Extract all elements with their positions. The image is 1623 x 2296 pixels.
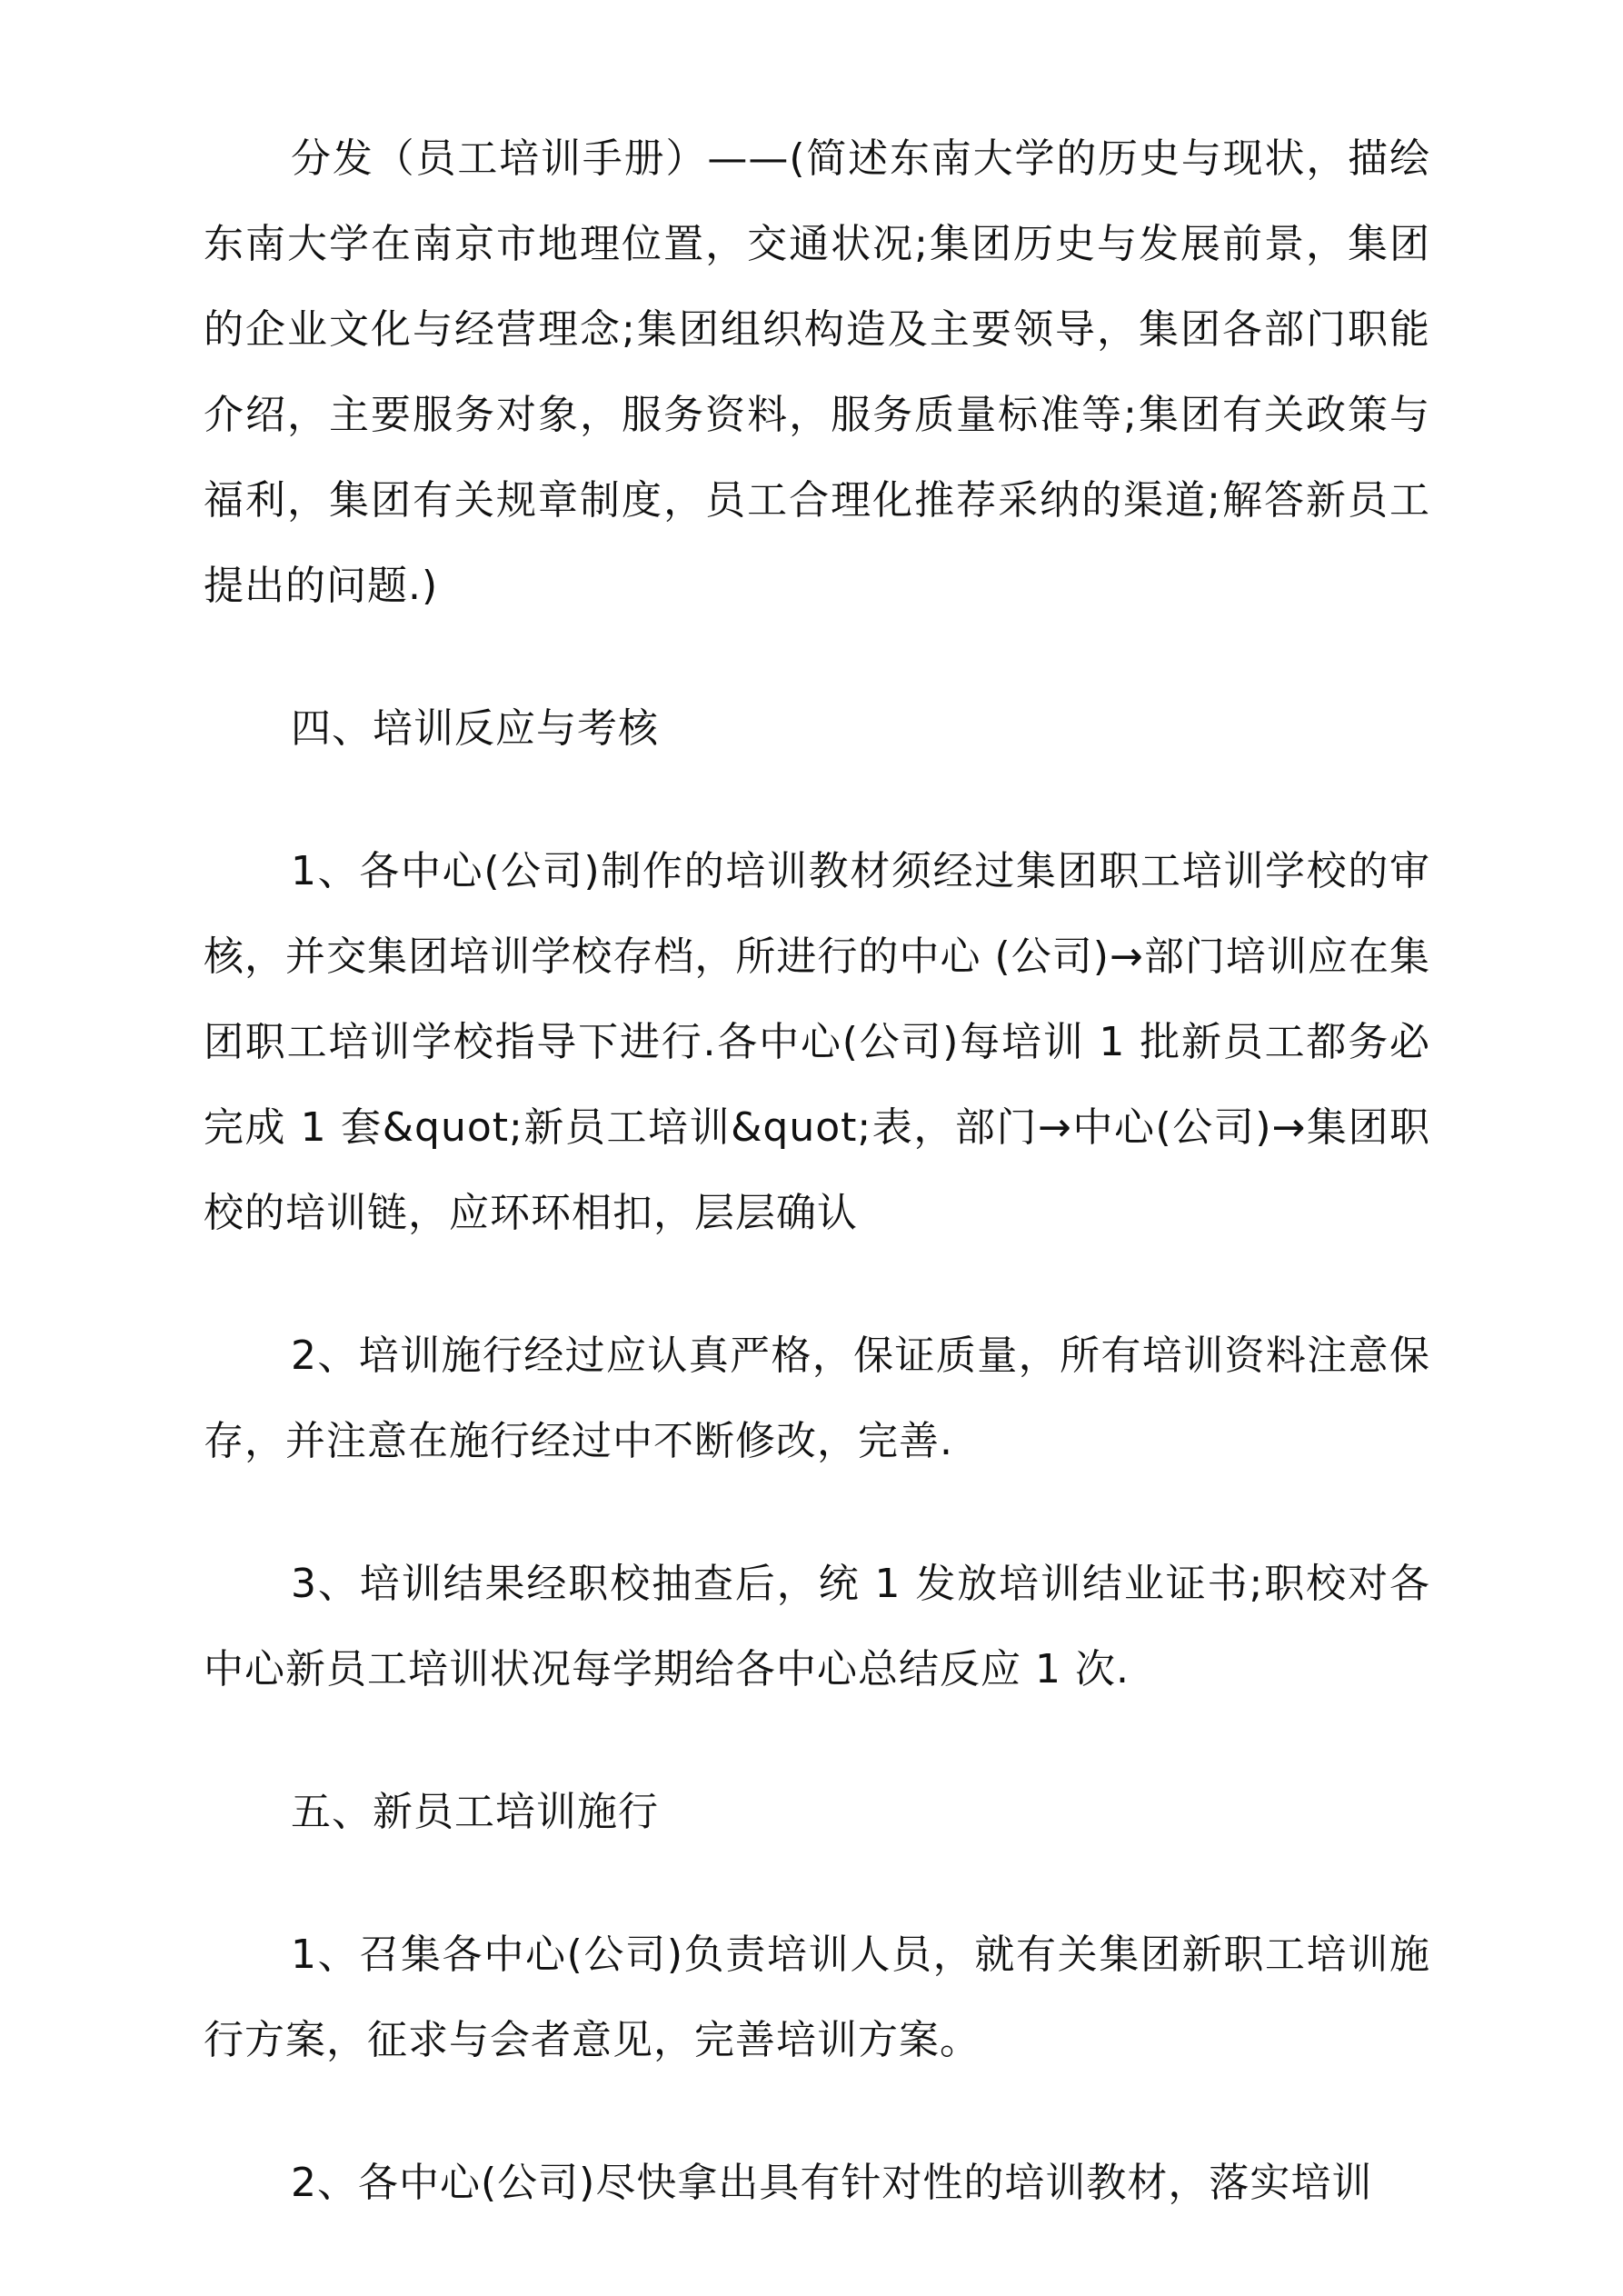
document-body: [204, 116, 1430, 2226]
section-heading-training-feedback: 四、培训反应与考核: [291, 705, 659, 752]
intro-paragraph: 分发（员工培训手册）——(简述东南大学的历史与现状，描绘东南大学在南京市地理位置，交通状况;集团历史与发展前景，集团的企业文化与经营理念;集团组织构造及主要领导，集团各部门职能介绍，主要服务对象，服务资料，服务质量标准等;集团有关政策与福利，集团有关规章制度，员工合理化推荐采纳的渠道;解答新员工提出的问题.): [204, 135, 1430, 609]
implementation-item-1: 1、召集各中心(公司)负责培训人员，就有关集团新职工培训施行方案，征求与会者意见，完善培训方案。: [204, 1932, 1430, 2063]
feedback-item-1: 1、各中心(公司)制作的培训教材须经过集团职工培训学校的审核，并交集团培训学校存档，所进行的中心 (公司)→部门培训应在集团职工培训学校指导下进行.各中心(公司)每培训 1 批新员工都务必完成 1 套&quot;新员工培训&quot;表，部门→中心(公司)→集团职校的培训链，应环环相扣，层层确认: [204, 848, 1430, 1236]
feedback-item-3: 3、培训结果经职校抽查后，统 1 发放培训结业证书;职校对各中心新员工培训状况每学期给各中心总结反应 1 次.: [204, 1561, 1430, 1692]
section-heading-training-implementation: 五、新员工培训施行: [291, 1789, 659, 1835]
feedback-item-2: 2、培训施行经过应认真严格，保证质量，所有培训资料注意保存，并注意在施行经过中不断修改，完善.: [204, 1333, 1430, 1464]
implementation-item-2: 2、各中心(公司)尽快拿出具有针对性的培训教材，落实培训: [291, 2160, 1373, 2206]
